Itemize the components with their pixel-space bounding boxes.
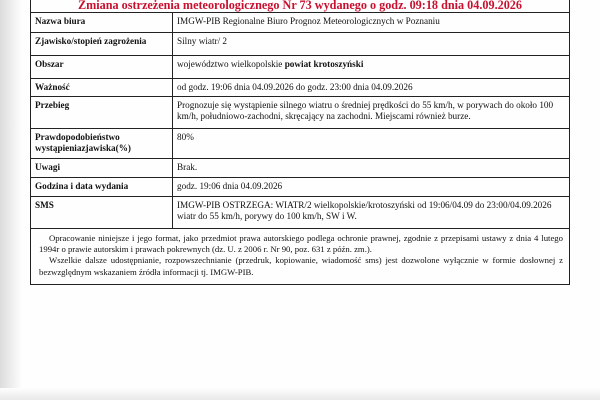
- value-obszar-wojewodztwo: województwo wielkopolskie: [177, 58, 285, 69]
- row-prawdopodobienstwo: [31, 128, 569, 158]
- footnote-paragraph-1: Opracowanie niniejsze i jego format, jako przedmiot prawa autorskiego podlega ochronie prawnej, zgodnie z przepisami ustawy z dnia 4 lutego 1994r o prawie autorskim i prawach pokrewnych (dz. U. z 2006 r. Nr 90, poz. 631 z późn. zm.).: [39, 233, 563, 255]
- label-uwagi: Uwagi: [31, 158, 173, 177]
- footnote-paragraph-2: Wszelkie dalsze udostępnianie, rozpowszechnianie (przedruk, kopiowanie, wiadomość sms) jest dozwolone wyłącznie w formie dosłownej z bezwzględnym wskazaniem źródła informacji tj. IMGW-PIB.: [39, 255, 563, 277]
- value-uwagi: Brak.: [173, 158, 570, 177]
- label-zjawisko: Zjawisko/stopień zagrożenia: [31, 32, 173, 55]
- value-obszar: [173, 55, 570, 78]
- row-obszar: [31, 55, 569, 78]
- page-bottom-shadow: [0, 388, 600, 400]
- row-uwagi: [31, 158, 569, 177]
- value-prawdopodobienstwo: 80%: [173, 128, 570, 158]
- row-waznosc: [31, 78, 569, 96]
- warning-document: [30, 0, 570, 285]
- value-przebieg: Prognozuje się wystąpienie silnego wiatru o średniej prędkości do 55 km/h, w porywach do około 100 km/h, południowo-zachodni, skręcający na zachodni. Miejscami również burze.: [173, 96, 570, 128]
- row-przebieg: [31, 96, 569, 128]
- label-sms: SMS: [31, 196, 173, 228]
- value-nazwa-biura: IMGW-PIB Regionalne Biuro Prognoz Meteorologicznych w Poznaniu: [173, 13, 570, 32]
- label-nazwa-biura: Nazwa biura: [31, 13, 173, 32]
- label-obszar: Obszar: [31, 55, 173, 78]
- page-shadow: [0, 0, 22, 400]
- row-zjawisko: [31, 32, 569, 55]
- value-waznosc: od godz. 19:06 dnia 04.09.2026 do godz. 23:00 dnia 04.09.2026: [173, 78, 570, 96]
- value-godzina-data-wydania: godz. 19:06 dnia 04.09.2026: [173, 177, 570, 196]
- label-przebieg: Przebieg: [31, 96, 173, 128]
- label-waznosc: Ważność: [31, 78, 173, 96]
- row-wydanie: [31, 177, 569, 196]
- warning-table: [31, 13, 569, 228]
- document-title: Zmiana ostrzeżenia meteorologicznego Nr 73 wydanego o godz. 09:18 dnia 04.09.2026: [31, 0, 569, 13]
- value-obszar-powiat: powiat krotoszyński: [284, 58, 364, 69]
- value-sms: IMGW-PIB OSTRZEGA: WIATR/2 wielkopolskie/krotoszyński od 19:06/04.09 do 23:00/04.09.2026 wiatr do 55 km/h, porywy do 100 km/h, SW i W.: [177, 199, 552, 221]
- label-prawdopodobienstwo: Prawdopodobieństwo wystąpieniazjawiska(%): [31, 128, 173, 158]
- value-zjawisko: Silny wiatr/ 2: [173, 32, 570, 55]
- row-biuro: [31, 13, 569, 32]
- label-godzina-data-wydania: Godzina i data wydania: [31, 177, 173, 196]
- row-sms: [31, 196, 569, 228]
- copyright-footnote: [31, 228, 569, 284]
